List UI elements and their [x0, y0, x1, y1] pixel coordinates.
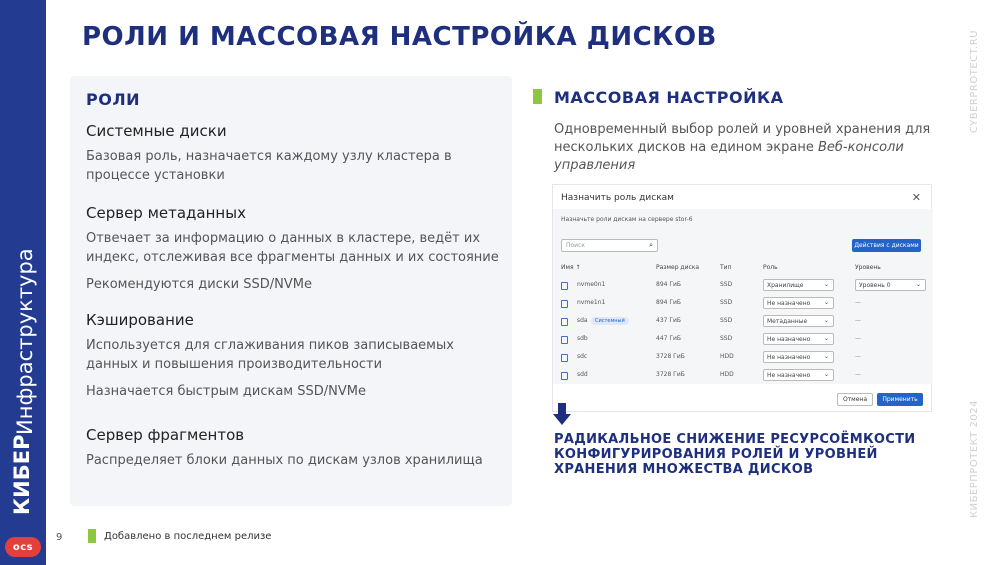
role-value: Не назначено [767, 300, 811, 307]
role-select[interactable] [763, 333, 834, 345]
search-placeholder: Поиск [566, 242, 586, 249]
dialog-subtitle: Назначьте роли дискам на сервере stor-6 [561, 216, 693, 223]
mass-desc-text: Одновременный выбор ролей и уровней хранения для нескольких дисков на едином экране [554, 122, 931, 156]
table-row [553, 349, 933, 367]
role-caching [86, 311, 506, 399]
role-metadata-server [86, 204, 506, 292]
disk-icon [561, 354, 568, 362]
disk-name: sdc [577, 353, 588, 360]
table-row [553, 277, 933, 295]
level-value: — [855, 317, 861, 324]
role-note: Рекомендуются диски SSD/NVMe [86, 276, 312, 292]
copyright-watermark: КИБЕРПРОТЕКТ 2024 [969, 400, 980, 518]
role-value: Не назначено [767, 372, 811, 379]
roles-heading: РОЛИ [86, 90, 141, 109]
role-system-disks [86, 122, 506, 186]
disk-icon [561, 282, 568, 290]
disk-icon [561, 336, 568, 344]
disk-icon [561, 372, 568, 380]
role-select[interactable] [763, 369, 834, 381]
role-value: Хранилище [767, 282, 804, 289]
role-title: Сервер фрагментов [86, 426, 245, 444]
role-description: Базовая роль, назначается каждому узлу кластера в процессе установки [86, 149, 452, 183]
brand-text: Инфраструктура [13, 247, 37, 435]
chevron-down-icon: ⌄ [823, 335, 829, 342]
system-badge: Системный [591, 317, 629, 325]
assign-role-dialog [552, 184, 932, 412]
disk-size: 894 ГиБ [656, 281, 682, 288]
cancel-button[interactable]: Отмена [837, 393, 873, 406]
brand-bold: КИБЕР [10, 434, 34, 515]
disk-name: nvme1n1 [577, 299, 606, 306]
level-value: Уровень 0 [859, 282, 891, 289]
column-header-role: Роль [763, 264, 778, 271]
disk-size: 447 ГиБ [656, 335, 682, 342]
disk-type: HDD [720, 371, 734, 378]
disk-actions-button[interactable]: Действия с дисками [852, 239, 921, 252]
role-select[interactable] [763, 279, 834, 291]
role-value: Метаданные [767, 318, 808, 325]
column-header-size: Размер диска [656, 264, 700, 271]
site-watermark: CYBERPROTECT.RU [969, 30, 980, 134]
disk-size: 894 ГиБ [656, 299, 682, 306]
role-title: Сервер метаданных [86, 204, 246, 222]
mass-heading: МАССОВАЯ НАСТРОЙКА [554, 88, 784, 107]
role-title: Системные диски [86, 122, 227, 140]
disk-name: sdd [577, 371, 588, 378]
search-icon: ⌕ [649, 241, 653, 249]
chevron-down-icon: ⌄ [823, 371, 829, 378]
table-row [553, 313, 933, 331]
chevron-down-icon: ⌄ [915, 281, 921, 288]
role-select[interactable] [763, 351, 834, 363]
disk-name: nvme0n1 [577, 281, 606, 288]
legend-text: Добавлено в последнем релизе [104, 531, 272, 542]
arrow-down-icon [553, 403, 571, 425]
brand-vertical-title [10, 247, 40, 515]
role-description: Распределяет блоки данных по дискам узлов хранилища [86, 453, 483, 468]
role-fragment-server [86, 426, 506, 471]
disk-type: SSD [720, 299, 733, 306]
search-input[interactable] [561, 239, 658, 252]
disk-type: SSD [720, 281, 733, 288]
role-value: Не назначено [767, 354, 811, 361]
level-value: — [855, 353, 861, 360]
legend-marker [88, 529, 96, 543]
chevron-down-icon: ⌄ [823, 299, 829, 306]
column-header-name[interactable]: Имя ↑ [561, 264, 581, 271]
role-select[interactable] [763, 297, 834, 309]
disk-size: 3728 ГиБ [656, 371, 685, 378]
column-header-level: Уровень [855, 264, 881, 271]
new-release-marker [533, 89, 542, 104]
brand-sidebar [0, 0, 46, 565]
table-row [553, 295, 933, 313]
column-header-type: Тип [720, 264, 732, 271]
close-icon[interactable]: ✕ [911, 191, 921, 204]
role-note: Назначается быстрым дискам SSD/NVMe [86, 383, 366, 399]
page-number: 9 [56, 532, 63, 543]
apply-button[interactable]: Применить [877, 393, 923, 406]
table-row [553, 331, 933, 349]
disk-type: SSD [720, 317, 733, 324]
mass-description [554, 121, 934, 176]
disk-size: 3728 ГиБ [656, 353, 685, 360]
disk-name: sda [577, 317, 588, 324]
dialog-title: Назначить роль дискам [561, 193, 674, 203]
page-title: РОЛИ И МАССОВАЯ НАСТРОЙКА ДИСКОВ [82, 22, 717, 52]
role-value: Не назначено [767, 336, 811, 343]
ocs-logo: ocs [5, 537, 41, 557]
level-value: — [855, 371, 861, 378]
role-select[interactable] [763, 315, 834, 327]
chevron-down-icon: ⌄ [823, 353, 829, 360]
disk-type: SSD [720, 335, 733, 342]
disk-type: HDD [720, 353, 734, 360]
table-row [553, 367, 933, 385]
disk-icon [561, 318, 568, 326]
level-value: — [855, 299, 861, 306]
chevron-down-icon: ⌄ [823, 317, 829, 324]
disk-icon [561, 300, 568, 308]
level-value: — [855, 335, 861, 342]
mass-desc-italic: Веб-консоли управления [554, 140, 904, 174]
disk-size: 437 ГиБ [656, 317, 682, 324]
role-description: Отвечает за информацию о данных в кластере, ведёт их индекс, отслеживая все фрагменты данных и их состояние [86, 231, 499, 265]
chevron-down-icon: ⌄ [823, 281, 829, 288]
role-description: Используется для сглаживания пиков записываемых данных и повышения производительности [86, 338, 454, 372]
result-statement: РАДИКАЛЬНОЕ СНИЖЕНИЕ РЕСУРСОЁМКОСТИ КОНФИГУРИРОВАНИЯ РОЛЕЙ И УРОВНЕЙ ХРАНЕНИЯ МНОЖЕСТВА ДИСКОВ [554, 432, 916, 477]
role-title: Кэширование [86, 311, 194, 329]
disk-name: sdb [577, 335, 588, 342]
level-select[interactable] [855, 279, 926, 291]
